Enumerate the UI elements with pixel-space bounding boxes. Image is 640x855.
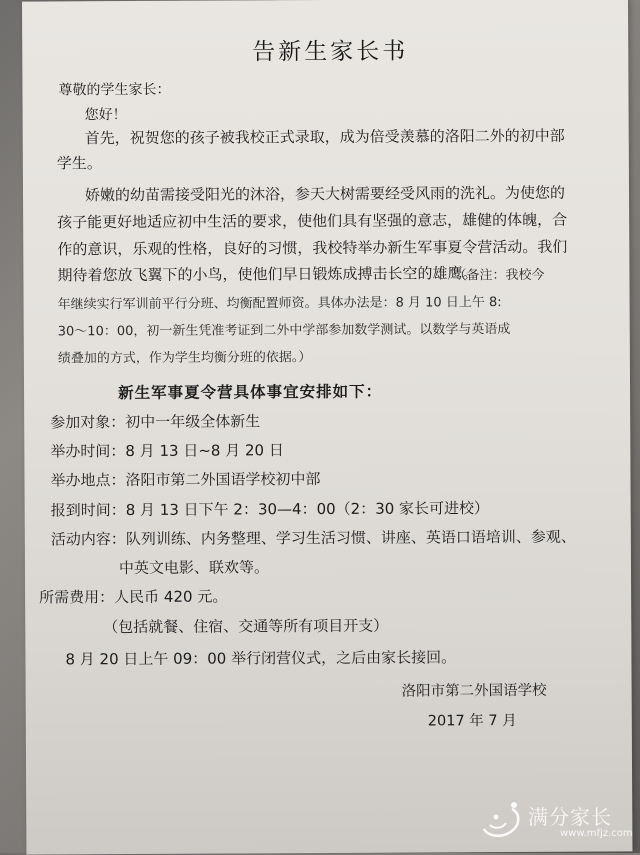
signature-school: 洛阳市第二外国语学校 <box>401 682 547 700</box>
item-fee: 所需费用：人民币 420 元。 <box>39 587 228 607</box>
item-period: 举办时间：8 月 13 日~8 月 20 日 <box>50 441 284 461</box>
item-activities-cont: 中英文电影、联欢等。 <box>118 558 270 578</box>
note-line1: 年继续实行军训前平行分班、均衡配置师资。具体办法是：8 月 10 日上午 8: <box>57 295 502 313</box>
para1-line2: 学生。 <box>56 154 102 173</box>
item-activities: 活动内容：队列训练、内务整理、学习生活习惯、讲座、英语口语培训、参观、 <box>50 527 576 549</box>
para1-line1: 首先，祝贺您的孩子被我校正式录取，成为倍受羡慕的洛阳二外的初中部 <box>84 126 565 148</box>
item-closing: 8 月 20 日上午 09：00 举行闭营仪式，之后由家长接回。 <box>65 648 457 669</box>
item-fee-note: （包括就餐、住宿、交通等所有项目开支） <box>103 616 389 637</box>
para2-line4: 期待着您放飞翼下的小鸟，使他们早日锻炼成搏击长空的雄鹰。 <box>57 264 478 285</box>
salutation: 尊敬的学生家长： <box>58 81 171 99</box>
watermark-url: www.mfjz.com <box>560 828 633 839</box>
item-participants: 参加对象：初中一年级全体新生 <box>50 412 261 432</box>
note-start: （备注：我校今 <box>453 267 545 284</box>
section-heading: 新生军事夏令营具体事宜安排如下： <box>118 382 383 403</box>
family-swirl-logo-icon <box>480 799 524 839</box>
greeting: 您好！ <box>84 107 127 124</box>
item-location: 举办地点：洛阳市第二外国语学校初中部 <box>50 470 321 490</box>
signature-date: 2017 年 7 月 <box>427 713 517 730</box>
note-line2: 30～10：00，初一新生凭准考证到二外中学部参加数学测试。以数学与英语成 <box>57 322 511 340</box>
document-title: 告新生家长书 <box>252 38 409 66</box>
para2-line3: 作的意识，乐观的性格，良好的习惯，我校特举办新生军事夏令营活动。我们 <box>57 237 568 259</box>
para2-line1: 娇嫩的幼苗需接受阳光的沐浴，参天大树需要经受风雨的洗礼。为使您的 <box>84 183 566 205</box>
watermark <box>480 795 633 845</box>
letter-paper <box>22 0 632 855</box>
item-checkin: 报到时间：8 月 13 日下午 2：30—4：00（2：30 家长可进校） <box>50 499 490 520</box>
watermark-name: 满分家长 <box>528 805 612 829</box>
para2-line2: 孩子能更好地适应初中生活的要求，使他们具有坚强的意志，雄健的体魄，合 <box>57 210 568 232</box>
note-line3: 绩叠加的方式，作为学生均衡分班的依据。） <box>57 350 312 367</box>
